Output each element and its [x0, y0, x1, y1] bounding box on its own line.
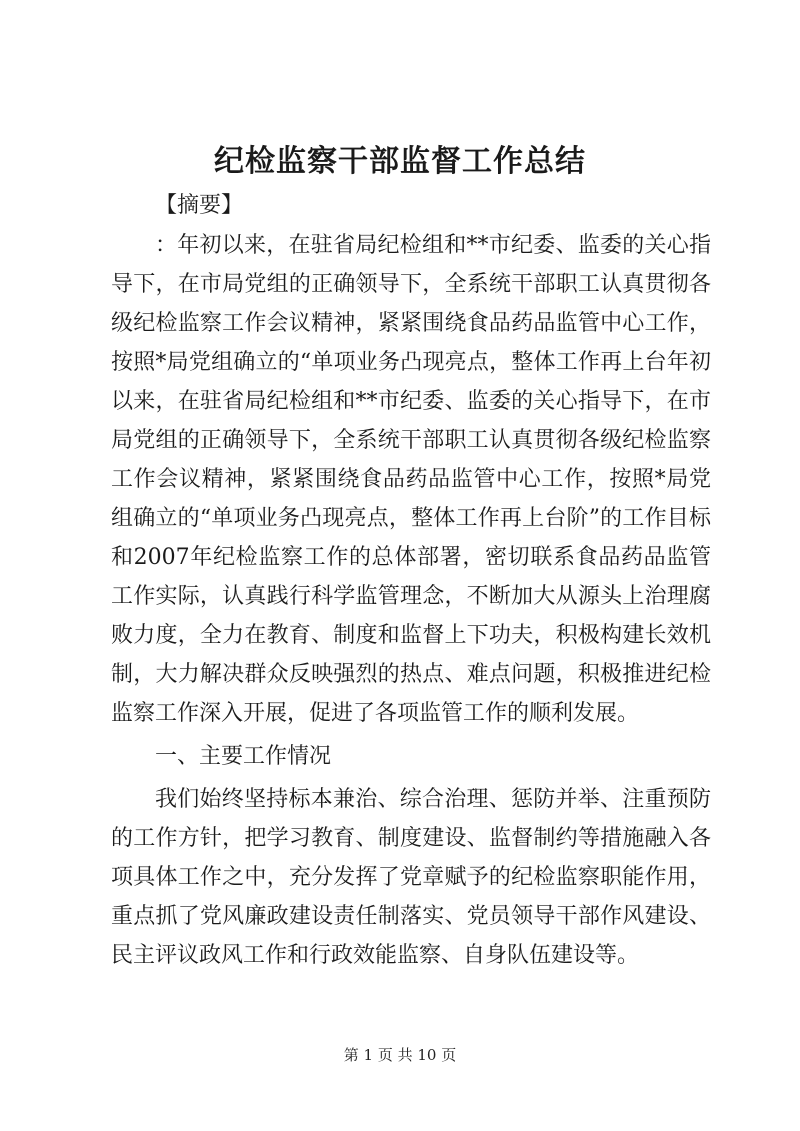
page-footer: 第 1 页 共 10 页 — [343, 1046, 457, 1064]
document-title: 纪检监察干部监督工作总结 — [214, 144, 586, 179]
document-body — [111, 186, 711, 975]
abstract-label: 【摘要】 — [155, 193, 244, 218]
body-paragraph: 我们始终坚持标本兼治、综合治理、惩防并举、注重预防的工作方针，把学习教育、制度建设、监督制约等措施融入各项具体工作之中，充分发挥了党章赋予的纪检监察职能作用，重点抓了党风廉政建设责任制落实、党员领导干部作风建设、民主评议政风工作和行政效能监察、自身队伍建设等。 — [111, 787, 711, 968]
abstract-paragraph: ：年初以来，在驻省局纪检组和**市纪委、监委的关心指导下，在市局党组的正确领导下，全系统干部职工认真贯彻各级纪检监察工作会议精神，紧紧围绕食品药品监管中心工作，按照*局党组确立的“单项业务凸现亮点，整体工作再上台年初以来，在驻省局纪检组和**市纪委、监委的关心指导下，在市局党组的正确领导下，全系统干部职工认真贯彻各级纪检监察工作会议精神，紧紧围绕食品药品监管中心工作，按照*局党组确立的“单项业务凸现亮点，整体工作再上台阶”的工作目标和2007年纪检监察工作的总体部署，密切联系食品药品监管工作实际，认真践行科学监管理念，不断加大从源头上治理腐败力度，全力在教育、制度和监督上下功夫，积极构建长效机制，大力解决群众反映强烈的热点、难点问题，积极推进纪检监察工作深入开展，促进了各项监管工作的顺利发展。 — [111, 233, 711, 726]
section-heading: 一、主要工作情况 — [155, 744, 332, 769]
